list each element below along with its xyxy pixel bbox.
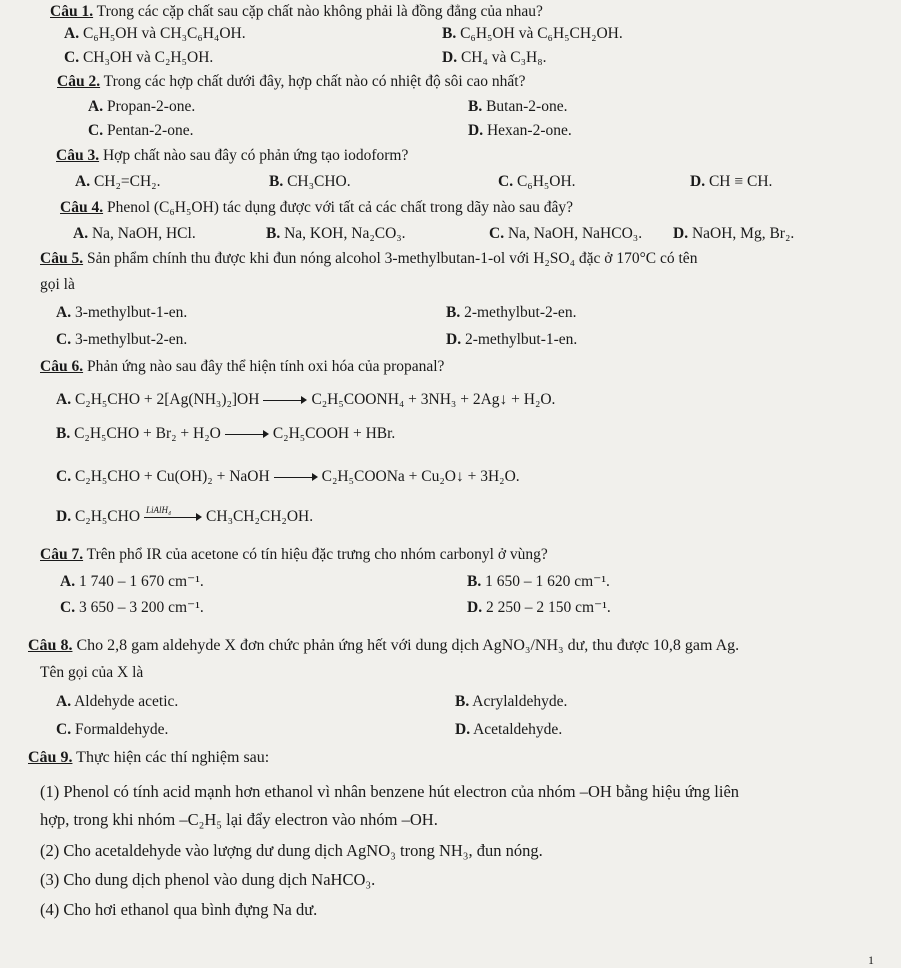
question-text: Thực hiện các thí nghiệm sau:	[72, 749, 270, 766]
question-5	[40, 249, 697, 269]
statement-2: (2) Cho acetaldehyde vào lượng dư dung dịch AgNO₃ trong NH₃, đun nóng.	[40, 841, 543, 860]
question-text: Phenol (C₆H₅OH) tác dụng được với tất cả các chất trong dãy nào sau đây?	[103, 199, 573, 216]
question-number: Câu 1.	[50, 3, 94, 20]
question-text: Trong các cặp chất sau cặp chất nào không phải là đồng đẳng của nhau?	[93, 3, 543, 20]
question-8	[28, 636, 739, 656]
question-3	[56, 146, 408, 166]
question-text: Phản ứng nào sau đây thể hiện tính oxi hóa của propanal?	[83, 358, 445, 375]
question-4	[60, 198, 573, 218]
question-number: Câu 2.	[57, 73, 101, 90]
reaction-arrow-icon	[263, 395, 307, 405]
question-number: Câu 4.	[60, 199, 104, 216]
reaction-arrow-icon	[274, 472, 318, 482]
option-d: D. C₂H₅CHO LiAlH₄ CH₃CH₂CH₂OH.	[56, 505, 314, 525]
option-a: A. CH₂=CH₂.	[75, 173, 161, 190]
option-c: C. C₂H₅CHO + Cu(OH)₂ + NaOH C₂H₅COONa + Cu₂O↓ + 3H₂O.	[56, 468, 520, 485]
option-b: B. 1 650 – 1 620 cm⁻¹.	[467, 573, 610, 590]
option-c: C. 3-methylbut-2-en.	[56, 331, 188, 348]
option-b: B. C₂H₅CHO + Br₂ + H₂O C₂H₅COOH + HBr.	[56, 425, 396, 442]
question-6	[40, 357, 444, 377]
option-d: D. 2-methylbut-1-en.	[446, 331, 578, 348]
option-c: C. Na, NaOH, NaHCO₃.	[489, 225, 643, 242]
option-d: D. CH ≡ CH.	[690, 173, 773, 190]
option-c: C. C₆H₅OH.	[498, 173, 576, 190]
question-text: Cho 2,8 gam aldehyde X đơn chức phản ứng hết với dung dịch AgNO₃/NH₃ dư, thu được 10,8 gam Ag.	[72, 637, 740, 654]
question-number: Câu 3.	[56, 147, 100, 164]
statement-1: (1) Phenol có tính acid mạnh hơn ethanol vì nhân benzene hút electron của nhóm –OH bằng hiệu ứng liên	[40, 782, 740, 801]
question-7	[40, 545, 548, 565]
question-5-cont: gọi là	[40, 276, 75, 293]
question-number: Câu 8.	[28, 637, 73, 654]
question-text: Trên phổ IR của acetone có tín hiệu đặc trưng cho nhóm carbonyl ở vùng?	[83, 546, 548, 563]
question-number: Câu 5.	[40, 250, 84, 267]
question-number: Câu 9.	[28, 749, 73, 766]
option-a: A. Na, NaOH, HCl.	[73, 225, 196, 242]
option-b: B. Na, KOH, Na₂CO₃.	[266, 225, 406, 242]
option-c: C. Formaldehyde.	[56, 721, 169, 738]
option-b: B. CH₃CHO.	[269, 173, 351, 190]
option-d: D. Acetaldehyde.	[455, 721, 563, 738]
reaction-arrow-icon: LiAlH₄	[144, 512, 202, 522]
question-number: Câu 7.	[40, 546, 84, 563]
question-2	[57, 72, 526, 92]
option-a: A. C₆H₅OH và CH₃C₆H₄OH.	[64, 25, 246, 42]
question-number: Câu 6.	[40, 358, 84, 375]
option-a: A. 1 740 – 1 670 cm⁻¹.	[60, 573, 204, 590]
option-b: B. Acrylaldehyde.	[455, 693, 568, 710]
option-c: C. 3 650 – 3 200 cm⁻¹.	[60, 599, 204, 616]
question-8-cont: Tên gọi của X là	[40, 664, 144, 681]
option-c: C. Pentan-2-one.	[88, 122, 194, 139]
reaction-arrow-icon	[225, 429, 269, 439]
statement-1-cont: hợp, trong khi nhóm –C₂H₅ lại đẩy electron vào nhóm –OH.	[40, 810, 438, 829]
option-a: A. Aldehyde acetic.	[56, 693, 179, 710]
option-d: D. 2 250 – 2 150 cm⁻¹.	[467, 599, 611, 616]
statement-4: (4) Cho hơi ethanol qua bình đựng Na dư.	[40, 900, 318, 919]
option-a: A. 3-methylbut-1-en.	[56, 304, 188, 321]
question-text: Hợp chất nào sau đây có phản ứng tạo iodoform?	[99, 147, 409, 164]
option-b: B. Butan-2-one.	[468, 98, 568, 115]
question-text: Trong các hợp chất dưới đây, hợp chất nào có nhiệt độ sôi cao nhất?	[100, 73, 526, 90]
question-1	[50, 2, 543, 22]
option-d: D. NaOH, Mg, Br₂.	[673, 225, 795, 242]
option-b: B. C₆H₅OH và C₆H₅CH₂OH.	[442, 25, 623, 42]
statement-3: (3) Cho dung dịch phenol vào dung dịch NaHCO₃.	[40, 870, 376, 889]
question-9	[28, 748, 269, 768]
option-b: B. 2-methylbut-2-en.	[446, 304, 577, 321]
option-c: C. CH₃OH và C₂H₅OH.	[64, 49, 214, 66]
option-a: A. C₂H₅CHO + 2[Ag(NH₃)₂]OH C₂H₅COONH₄ + 3NH₃ + 2Ag↓ + H₂O.	[56, 391, 556, 408]
option-a: A. Propan-2-one.	[88, 98, 196, 115]
page-number: 1	[868, 953, 874, 967]
option-d: D. Hexan-2-one.	[468, 122, 572, 139]
question-text: Sản phẩm chính thu được khi đun nóng alcohol 3-methylbutan-1-ol với H₂SO₄ đặc ở 170°C có tên	[83, 250, 698, 267]
option-d: D. CH₄ và C₃H₈.	[442, 49, 547, 66]
